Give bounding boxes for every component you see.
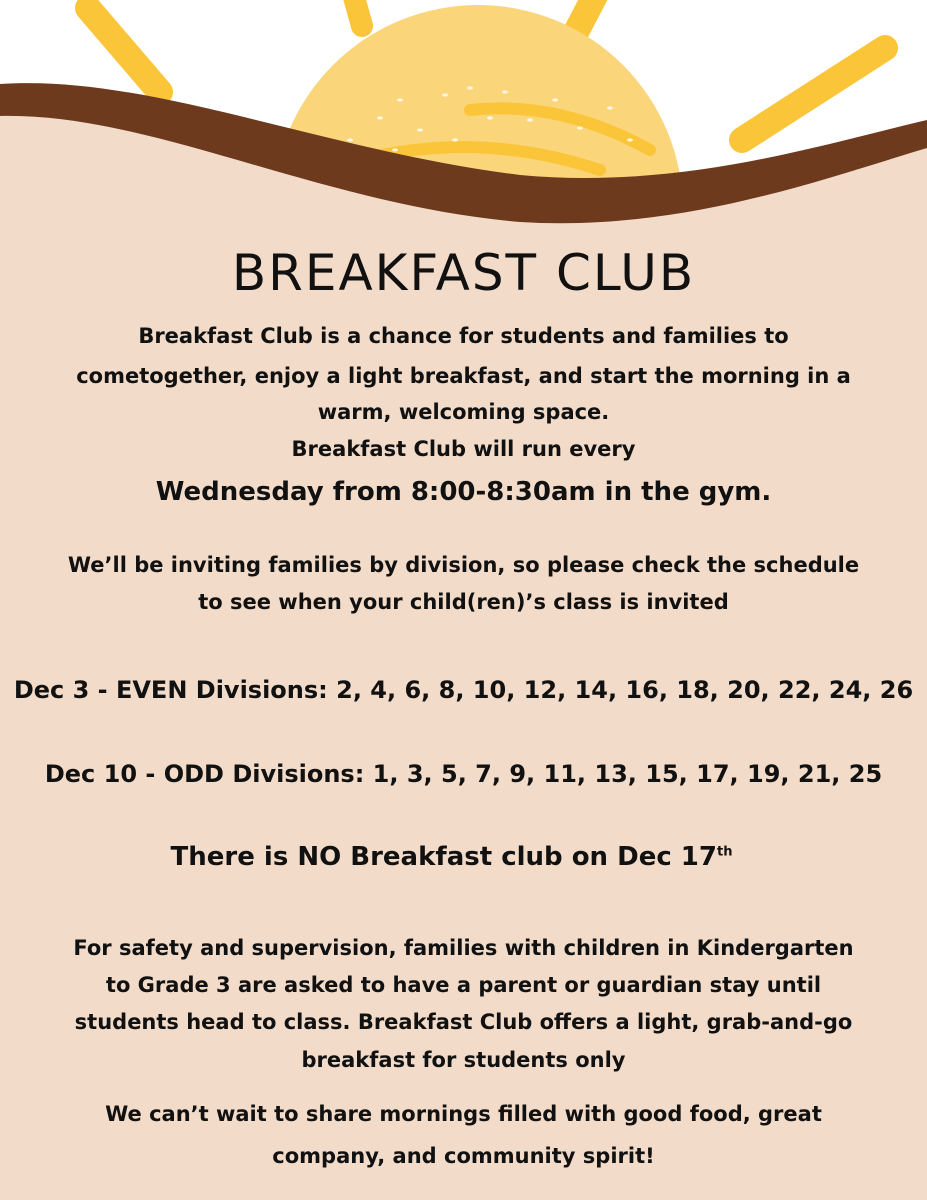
safety-line-4: breakfast for students only [301,1048,626,1072]
closing-line-2: company, and community spirit! [272,1144,655,1168]
intro-line-1: Breakfast Club is a chance for students and families to [138,324,789,348]
schedule-even-divisions: Dec 3 - EVEN Divisions: 2, 4, 6, 8, 10, 12, 14, 16, 18, 20, 22, 24, 26 [13,676,914,704]
page-title: BREAKFAST CLUB [231,244,696,302]
sun-ray-top-left [352,0,362,26]
schedule-time: Wednesday from 8:00-8:30am in the gym. [155,477,772,507]
safety-line-3: students head to class. Breakfast Club offers a light, grab-and-go [74,1010,853,1034]
sun-illustration [0,0,927,240]
closing-line-1: We can’t wait to share mornings filled with good food, great [105,1102,822,1126]
invite-info-line-1: We’ll be inviting families by division, so please check the schedule [67,553,860,577]
invite-info-line-2: to see when your child(ren)’s class is invited [198,590,729,614]
schedule-odd-divisions: Dec 10 - ODD Divisions: 1, 3, 5, 7, 9, 11, 13, 15, 17, 19, 21, 25 [44,760,883,788]
intro-line-2: cometogether, enjoy a light breakfast, and start the morning in a [76,364,851,388]
no-club-notice: There is NO Breakfast club on Dec 17th [170,842,733,872]
ordinal-suffix: th [716,844,733,860]
safety-line-1: For safety and supervision, families with children in Kindergarten [73,936,854,960]
safety-line-2: to Grade 3 are asked to have a parent or guardian stay until [105,973,822,997]
intro-line-4: Breakfast Club will run every [291,437,636,461]
intro-line-3: warm, welcoming space. [317,400,610,424]
